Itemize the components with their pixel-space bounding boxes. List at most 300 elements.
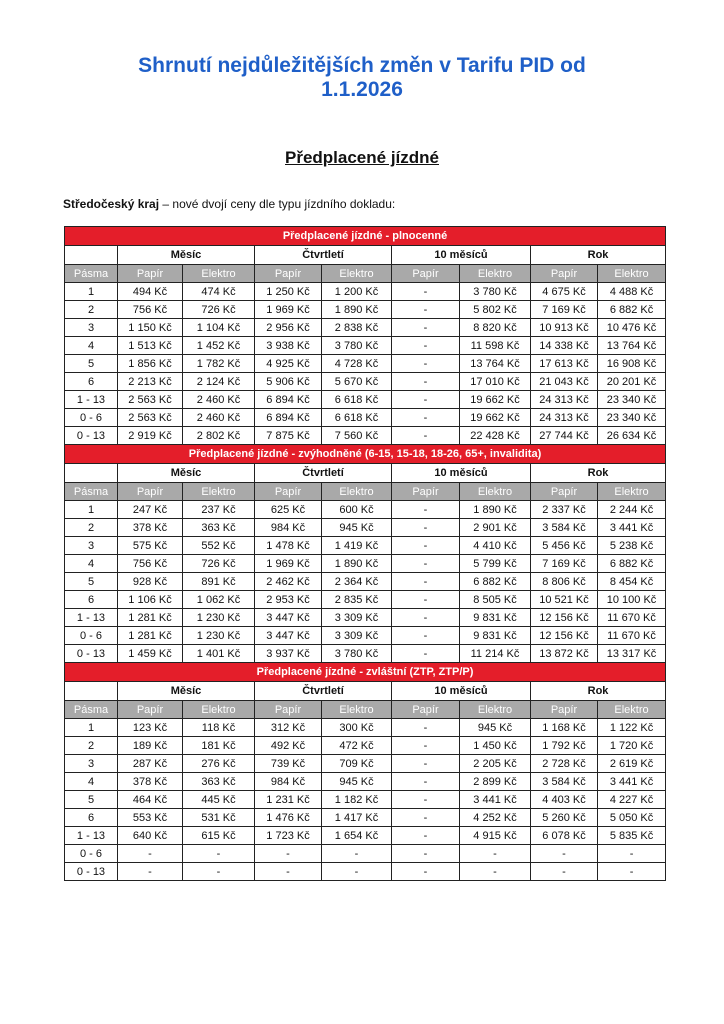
price-cell: 600 Kč	[322, 501, 392, 519]
price-cell: -	[392, 773, 460, 791]
price-cell: 26 634 Kč	[598, 427, 666, 445]
price-cell: -	[183, 845, 255, 863]
price-cell: 709 Kč	[322, 755, 392, 773]
price-cell: 1 459 Kč	[118, 645, 183, 663]
price-cell: 2 364 Kč	[322, 573, 392, 591]
price-cell: -	[392, 537, 460, 555]
price-cell: 8 454 Kč	[598, 573, 666, 591]
table-row	[65, 555, 666, 573]
price-cell: 1 281 Kč	[118, 627, 183, 645]
table-row	[65, 391, 666, 409]
price-cell: -	[392, 719, 460, 737]
page-title-line2: 1.1.2026	[321, 78, 403, 101]
column-header-zone: Pásma	[65, 701, 118, 719]
zone-cell: 0 - 6	[65, 627, 118, 645]
zone-cell: 0 - 13	[65, 645, 118, 663]
price-cell: 8 505 Kč	[460, 591, 531, 609]
price-cell: -	[392, 301, 460, 319]
price-cell: -	[392, 391, 460, 409]
table-row	[65, 427, 666, 445]
price-cell: 7 169 Kč	[531, 301, 598, 319]
price-cell: 2 213 Kč	[118, 373, 183, 391]
price-cell: 2 244 Kč	[598, 501, 666, 519]
zone-cell: 0 - 6	[65, 845, 118, 863]
price-cell: 363 Kč	[183, 519, 255, 537]
price-cell: -	[392, 645, 460, 663]
price-cell: 287 Kč	[118, 755, 183, 773]
price-cell: 12 156 Kč	[531, 627, 598, 645]
price-cell: 5 906 Kč	[255, 373, 322, 391]
price-cell: 445 Kč	[183, 791, 255, 809]
price-cell: 2 899 Kč	[460, 773, 531, 791]
price-cell: 2 619 Kč	[598, 755, 666, 773]
price-cell: 276 Kč	[183, 755, 255, 773]
column-header-row	[65, 483, 666, 501]
price-cell: 1 231 Kč	[255, 791, 322, 809]
price-cell: 6 882 Kč	[460, 573, 531, 591]
price-cell: 363 Kč	[183, 773, 255, 791]
period-header-ten-months: 10 měsíců	[392, 464, 531, 483]
price-cell: 891 Kč	[183, 573, 255, 591]
price-cell: 492 Kč	[255, 737, 322, 755]
period-header-year: Rok	[531, 246, 666, 265]
column-header-paper: Papír	[118, 701, 183, 719]
price-cell: 3 447 Kč	[255, 609, 322, 627]
price-cell: 4 488 Kč	[598, 283, 666, 301]
period-header-year: Rok	[531, 464, 666, 483]
price-cell: 2 337 Kč	[531, 501, 598, 519]
price-cell: 181 Kč	[183, 737, 255, 755]
column-header-paper: Papír	[392, 701, 460, 719]
price-cell: 5 050 Kč	[598, 809, 666, 827]
price-cell: 8 806 Kč	[531, 573, 598, 591]
column-header-zone: Pásma	[65, 483, 118, 501]
price-cell: 4 915 Kč	[460, 827, 531, 845]
section-title-row	[65, 663, 666, 682]
price-cell: 625 Kč	[255, 501, 322, 519]
price-cell: 726 Kč	[183, 555, 255, 573]
price-cell: 2 563 Kč	[118, 409, 183, 427]
column-header-electronic: Elektro	[183, 701, 255, 719]
price-cell: -	[392, 319, 460, 337]
price-cell: 6 618 Kč	[322, 391, 392, 409]
price-cell: 2 460 Kč	[183, 391, 255, 409]
table-row	[65, 519, 666, 537]
price-cell: -	[392, 555, 460, 573]
period-header-year: Rok	[531, 682, 666, 701]
price-cell: 3 309 Kč	[322, 627, 392, 645]
price-cell: 3 441 Kč	[598, 519, 666, 537]
price-cell: 19 662 Kč	[460, 409, 531, 427]
price-cell: 4 403 Kč	[531, 791, 598, 809]
price-cell: 7 169 Kč	[531, 555, 598, 573]
period-header-empty	[65, 246, 118, 265]
price-cell: 4 227 Kč	[598, 791, 666, 809]
zone-cell: 2	[65, 301, 118, 319]
price-cell: 7 560 Kč	[322, 427, 392, 445]
price-cell: 1 062 Kč	[183, 591, 255, 609]
price-cell: 3 441 Kč	[460, 791, 531, 809]
table-row	[65, 845, 666, 863]
price-cell: 10 476 Kč	[598, 319, 666, 337]
price-cell: 3 938 Kč	[255, 337, 322, 355]
intro-description: – nové dvojí ceny dle typu jízdního dokladu:	[159, 197, 396, 211]
price-cell: 1 513 Kč	[118, 337, 183, 355]
price-cell: 11 670 Kč	[598, 627, 666, 645]
price-cell: 1 890 Kč	[322, 301, 392, 319]
price-cell: 464 Kč	[118, 791, 183, 809]
zone-cell: 5	[65, 573, 118, 591]
column-header-electronic: Elektro	[322, 483, 392, 501]
price-cell: 2 728 Kč	[531, 755, 598, 773]
intro-region: Středočeský kraj	[63, 197, 160, 211]
zone-cell: 4	[65, 337, 118, 355]
column-header-paper: Papír	[118, 265, 183, 283]
column-header-electronic: Elektro	[598, 265, 666, 283]
price-cell: -	[392, 827, 460, 845]
price-cell: 1 654 Kč	[322, 827, 392, 845]
price-cell: 1 230 Kč	[183, 627, 255, 645]
zone-cell: 1	[65, 501, 118, 519]
price-cell: 378 Kč	[118, 773, 183, 791]
price-cell: 5 238 Kč	[598, 537, 666, 555]
price-cell: 13 317 Kč	[598, 645, 666, 663]
price-cell: 24 313 Kč	[531, 409, 598, 427]
price-cell: 1 723 Kč	[255, 827, 322, 845]
price-cell: 2 563 Kč	[118, 391, 183, 409]
price-cell: 1 417 Kč	[322, 809, 392, 827]
table-row	[65, 591, 666, 609]
price-cell: 2 802 Kč	[183, 427, 255, 445]
price-cell: 6 882 Kč	[598, 555, 666, 573]
price-cell: 3 584 Kč	[531, 519, 598, 537]
table-row	[65, 773, 666, 791]
price-cell: 1 792 Kč	[531, 737, 598, 755]
price-cell: 27 744 Kč	[531, 427, 598, 445]
price-cell: -	[392, 519, 460, 537]
price-cell: 1 250 Kč	[255, 283, 322, 301]
price-cell: 5 799 Kč	[460, 555, 531, 573]
price-cell: 5 260 Kč	[531, 809, 598, 827]
column-header-electronic: Elektro	[598, 701, 666, 719]
column-header-electronic: Elektro	[460, 701, 531, 719]
price-cell: 1 150 Kč	[118, 319, 183, 337]
price-cell: -	[392, 501, 460, 519]
price-cell: 1 969 Kč	[255, 555, 322, 573]
price-cell: 1 478 Kč	[255, 537, 322, 555]
price-cell: -	[392, 755, 460, 773]
table-row	[65, 863, 666, 881]
price-cell: 5 670 Kč	[322, 373, 392, 391]
column-header-paper: Papír	[531, 701, 598, 719]
period-header-row	[65, 464, 666, 483]
price-cell: 3 309 Kč	[322, 609, 392, 627]
table-row	[65, 719, 666, 737]
price-cell: 1 890 Kč	[322, 555, 392, 573]
price-cell: -	[392, 809, 460, 827]
price-cell: 23 340 Kč	[598, 391, 666, 409]
price-cell: -	[255, 845, 322, 863]
table-row	[65, 355, 666, 373]
period-header-quarter: Čtvrtletí	[255, 464, 392, 483]
zone-cell: 5	[65, 355, 118, 373]
price-cell: -	[531, 845, 598, 863]
price-cell: 553 Kč	[118, 809, 183, 827]
zone-cell: 1	[65, 283, 118, 301]
price-cell: 1 104 Kč	[183, 319, 255, 337]
price-cell: 1 281 Kč	[118, 609, 183, 627]
zone-cell: 1	[65, 719, 118, 737]
price-cell: 494 Kč	[118, 283, 183, 301]
table-row	[65, 737, 666, 755]
price-cell: 1 200 Kč	[322, 283, 392, 301]
price-cell: 4 252 Kč	[460, 809, 531, 827]
price-cell: 945 Kč	[322, 519, 392, 537]
price-cell: -	[392, 337, 460, 355]
price-cell: 5 802 Kč	[460, 301, 531, 319]
price-cell: -	[392, 573, 460, 591]
price-cell: 1 452 Kč	[183, 337, 255, 355]
table-row	[65, 301, 666, 319]
price-cell: 2 956 Kč	[255, 319, 322, 337]
column-header-electronic: Elektro	[183, 265, 255, 283]
price-cell: -	[392, 591, 460, 609]
price-cell: 1 230 Kč	[183, 609, 255, 627]
zone-cell: 2	[65, 737, 118, 755]
price-cell: 7 875 Kč	[255, 427, 322, 445]
price-cell: -	[255, 863, 322, 881]
price-cell: -	[392, 845, 460, 863]
price-cell: -	[322, 845, 392, 863]
price-cell: -	[531, 863, 598, 881]
price-cell: 2 838 Kč	[322, 319, 392, 337]
period-header-month: Měsíc	[118, 464, 255, 483]
price-cell: 9 831 Kč	[460, 627, 531, 645]
price-cell: 615 Kč	[183, 827, 255, 845]
price-cell: 2 835 Kč	[322, 591, 392, 609]
price-cell: 11 670 Kč	[598, 609, 666, 627]
price-cell: 945 Kč	[322, 773, 392, 791]
price-cell: 8 820 Kč	[460, 319, 531, 337]
price-cell: 4 410 Kč	[460, 537, 531, 555]
price-cell: 3 780 Kč	[460, 283, 531, 301]
table-row	[65, 827, 666, 845]
price-cell: 19 662 Kč	[460, 391, 531, 409]
column-header-paper: Papír	[392, 483, 460, 501]
zone-cell: 5	[65, 791, 118, 809]
zone-cell: 3	[65, 537, 118, 555]
table-row	[65, 337, 666, 355]
column-header-paper: Papír	[255, 701, 322, 719]
price-cell: 472 Kč	[322, 737, 392, 755]
intro-text	[63, 197, 395, 211]
table-row	[65, 809, 666, 827]
price-cell: 22 428 Kč	[460, 427, 531, 445]
price-cell: -	[392, 627, 460, 645]
price-cell: -	[460, 845, 531, 863]
price-cell: 6 618 Kč	[322, 409, 392, 427]
price-cell: -	[392, 355, 460, 373]
price-cell: 1 401 Kč	[183, 645, 255, 663]
price-cell: 4 675 Kč	[531, 283, 598, 301]
zone-cell: 4	[65, 773, 118, 791]
price-cell: -	[392, 737, 460, 755]
price-cell: 2 919 Kč	[118, 427, 183, 445]
page-title	[0, 54, 724, 102]
section-title: Předplacené jízdné - zvýhodněné (6-15, 15-18, 18-26, 65+, invalidita)	[65, 445, 666, 464]
price-cell: 300 Kč	[322, 719, 392, 737]
price-cell: -	[392, 791, 460, 809]
price-cell: 10 521 Kč	[531, 591, 598, 609]
price-cell: 3 780 Kč	[322, 645, 392, 663]
column-header-row	[65, 701, 666, 719]
zone-cell: 1 - 13	[65, 827, 118, 845]
table-row	[65, 537, 666, 555]
price-cell: 1 419 Kč	[322, 537, 392, 555]
price-cell: -	[118, 863, 183, 881]
price-cell: 3 937 Kč	[255, 645, 322, 663]
price-cell: -	[322, 863, 392, 881]
price-cell: 16 908 Kč	[598, 355, 666, 373]
page-title-line1: Shrnutí nejdůležitějších změn v Tarifu PID od	[138, 54, 586, 77]
price-cell: 552 Kč	[183, 537, 255, 555]
price-cell: 3 584 Kč	[531, 773, 598, 791]
price-cell: 640 Kč	[118, 827, 183, 845]
price-cell: 12 156 Kč	[531, 609, 598, 627]
price-cell: 6 882 Kč	[598, 301, 666, 319]
column-header-electronic: Elektro	[460, 483, 531, 501]
price-cell: 10 913 Kč	[531, 319, 598, 337]
price-cell: 17 010 Kč	[460, 373, 531, 391]
section-title: Předplacené jízdné - zvláštní (ZTP, ZTP/P)	[65, 663, 666, 682]
price-cell: 237 Kč	[183, 501, 255, 519]
table-row	[65, 501, 666, 519]
price-cell: 6 894 Kč	[255, 409, 322, 427]
price-cell: -	[118, 845, 183, 863]
price-cell: 3 447 Kč	[255, 627, 322, 645]
period-header-empty	[65, 682, 118, 701]
price-cell: -	[460, 863, 531, 881]
column-header-row	[65, 265, 666, 283]
table-row	[65, 791, 666, 809]
price-cell: 3 780 Kč	[322, 337, 392, 355]
price-cell: 739 Kč	[255, 755, 322, 773]
zone-cell: 3	[65, 755, 118, 773]
price-cell: 756 Kč	[118, 555, 183, 573]
zone-cell: 2	[65, 519, 118, 537]
price-cell: 2 460 Kč	[183, 409, 255, 427]
price-cell: 4 925 Kč	[255, 355, 322, 373]
table-row	[65, 283, 666, 301]
price-cell: -	[392, 427, 460, 445]
price-cell: 1 476 Kč	[255, 809, 322, 827]
price-cell: -	[392, 283, 460, 301]
price-cell: 24 313 Kč	[531, 391, 598, 409]
section-heading: Předplacené jízdné	[285, 148, 439, 167]
period-header-month: Měsíc	[118, 246, 255, 265]
column-header-electronic: Elektro	[322, 265, 392, 283]
price-cell: -	[392, 609, 460, 627]
price-cell: 5 835 Kč	[598, 827, 666, 845]
zone-cell: 0 - 6	[65, 409, 118, 427]
section-title: Předplacené jízdné - plnocenné	[65, 227, 666, 246]
price-cell: 11 598 Kč	[460, 337, 531, 355]
price-cell: 984 Kč	[255, 519, 322, 537]
period-header-quarter: Čtvrtletí	[255, 246, 392, 265]
price-cell: 189 Kč	[118, 737, 183, 755]
column-header-zone: Pásma	[65, 265, 118, 283]
price-cell: 1 782 Kč	[183, 355, 255, 373]
column-header-electronic: Elektro	[183, 483, 255, 501]
zone-cell: 6	[65, 373, 118, 391]
price-cell: 4 728 Kč	[322, 355, 392, 373]
table-row	[65, 627, 666, 645]
price-cell: 984 Kč	[255, 773, 322, 791]
price-cell: 2 124 Kč	[183, 373, 255, 391]
price-cell: 1 106 Kč	[118, 591, 183, 609]
price-cell: 21 043 Kč	[531, 373, 598, 391]
zone-cell: 1 - 13	[65, 391, 118, 409]
price-cell: -	[392, 409, 460, 427]
section-title-row	[65, 445, 666, 464]
price-cell: 6 078 Kč	[531, 827, 598, 845]
period-header-ten-months: 10 měsíců	[392, 246, 531, 265]
table-row	[65, 319, 666, 337]
price-cell: 756 Kč	[118, 301, 183, 319]
period-header-quarter: Čtvrtletí	[255, 682, 392, 701]
price-cell: 2 205 Kč	[460, 755, 531, 773]
price-cell: 14 338 Kč	[531, 337, 598, 355]
column-header-paper: Papír	[255, 265, 322, 283]
price-cell: 11 214 Kč	[460, 645, 531, 663]
price-cell: 945 Kč	[460, 719, 531, 737]
period-header-row	[65, 682, 666, 701]
price-cell: 5 456 Kč	[531, 537, 598, 555]
zone-cell: 1 - 13	[65, 609, 118, 627]
column-header-paper: Papír	[255, 483, 322, 501]
table-row	[65, 755, 666, 773]
price-cell: 1 168 Kč	[531, 719, 598, 737]
price-cell: -	[183, 863, 255, 881]
price-cell: 928 Kč	[118, 573, 183, 591]
zone-cell: 0 - 13	[65, 863, 118, 881]
price-cell: 247 Kč	[118, 501, 183, 519]
table-row	[65, 609, 666, 627]
price-cell: 3 441 Kč	[598, 773, 666, 791]
price-cell: -	[598, 845, 666, 863]
price-cell: 2 462 Kč	[255, 573, 322, 591]
price-cell: -	[598, 863, 666, 881]
price-cell: 1 856 Kč	[118, 355, 183, 373]
column-header-electronic: Elektro	[598, 483, 666, 501]
price-cell: 17 613 Kč	[531, 355, 598, 373]
period-header-month: Měsíc	[118, 682, 255, 701]
zone-cell: 0 - 13	[65, 427, 118, 445]
column-header-paper: Papír	[531, 483, 598, 501]
price-cell: 13 764 Kč	[460, 355, 531, 373]
price-cell: 575 Kč	[118, 537, 183, 555]
price-cell: 20 201 Kč	[598, 373, 666, 391]
price-cell: 118 Kč	[183, 719, 255, 737]
price-cell: 13 764 Kč	[598, 337, 666, 355]
price-cell: 9 831 Kč	[460, 609, 531, 627]
zone-cell: 6	[65, 591, 118, 609]
price-cell: 1 890 Kč	[460, 501, 531, 519]
price-cell: 726 Kč	[183, 301, 255, 319]
price-cell: 6 894 Kč	[255, 391, 322, 409]
price-cell: -	[392, 863, 460, 881]
zone-cell: 4	[65, 555, 118, 573]
